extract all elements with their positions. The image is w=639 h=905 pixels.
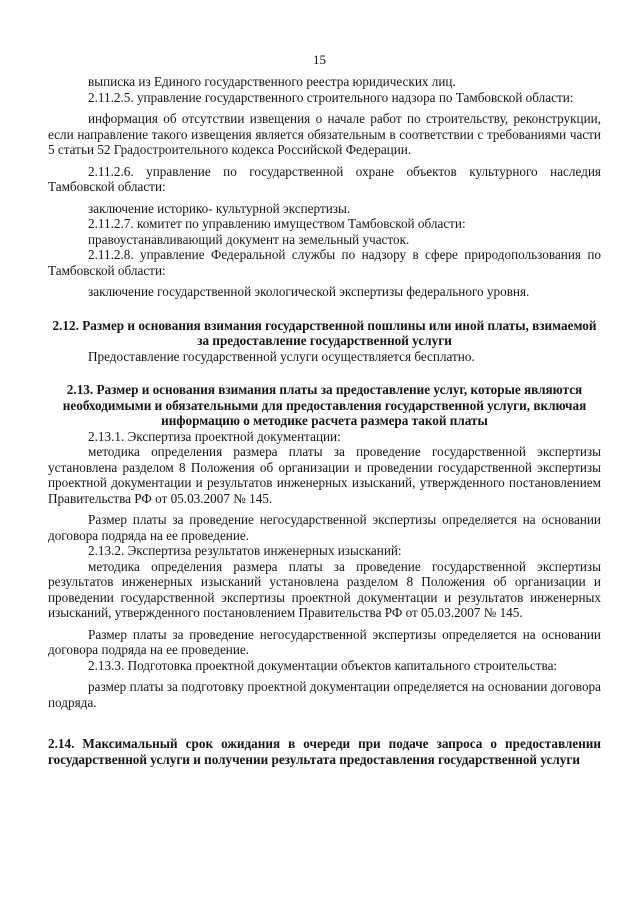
paragraph: 2.11.2.8. управление Федеральной службы по надзору в сфере природопользования по Тамбовской области: <box>48 247 601 278</box>
paragraph: заключение государственной экологической экспертизы федерального уровня. <box>88 284 530 299</box>
paragraph: методика определения размера платы за проведение государственной экспертизы установлена разделом 8 Положения об организации и проведении государственной экспертизы проектной документации и результатов инженерных изысканий, утвержденного постановлением Правительства РФ от 05.03.2007 № 145. <box>48 444 601 506</box>
section-heading: 2.13. Размер и основания взимания платы за предоставление услуг, которые являются необходимыми и обязательными для предоставления государственной услуги, включая информацию о методике расчета размера такой платы <box>62 382 587 428</box>
paragraph: Предоставление государственной услуги осуществляется бесплатно. <box>88 348 475 364</box>
spacer <box>48 710 601 736</box>
page-number: 15 <box>313 52 326 67</box>
paragraph: 2.11.2.7. комитет по управлению имуществом Тамбовской области: <box>88 216 466 231</box>
section-heading: 2.14. Максимальный срок ожидания в очереди при подаче запроса о предоставлении государственной услуги и получении результата предоставления государственной услуги <box>48 736 601 767</box>
paragraph: Размер платы за проведение негосударственной экспертизы определяется на основании договора подряда на ее проведение. <box>48 626 601 657</box>
section-heading: 2.12. Размер и основания взимания государственной пошлины или иной платы, взимаемой за предоставление государственной услуги <box>52 317 597 348</box>
spacer <box>48 300 601 318</box>
paragraph: 2.13.2. Экспертиза результатов инженерных изысканий: <box>88 543 402 558</box>
paragraph: заключение историко- культурной экспертизы. <box>88 200 351 216</box>
paragraph: правоустанавливающий документ на земельный участок. <box>88 231 410 247</box>
paragraph: информация об отсутствии извещения о начале работ по строительству, реконструкции, если направление такого извещения является обязательным в соответствии с требованиями части 5 статьи 52 Градостроительного кодекса Российской Федерации. <box>48 111 601 157</box>
paragraph: 2.11.2.5. управление государственного строительного надзора по Тамбовской области: <box>88 89 574 105</box>
paragraph: 2.13.3. Подготовка проектной документации объектов капитального строительства: <box>88 657 558 673</box>
paragraph: методика определения размера платы за проведение государственной экспертизы результатов инженерных изысканий установлена разделом 8 Положения об организации и проведении государственной экспертизы проектной документации и результатов инженерных изысканий, утвержденного постановлением Правительства РФ от 05.03.2007 № 145. <box>48 558 601 620</box>
paragraph: 2.11.2.6. управление по государственной охране объектов культурного наследия Тамбовской области: <box>48 163 601 194</box>
spacer <box>48 364 601 382</box>
paragraph: Размер платы за проведение негосударственной экспертизы определяется на основании договора подряда на ее проведение. <box>48 512 601 543</box>
paragraph: выписка из Единого государственного реестра юридических лиц. <box>88 74 456 89</box>
paragraph: 2.13.1. Экспертиза проектной документации: <box>88 428 341 444</box>
paragraph: размер платы за подготовку проектной документации определяется на основании договора подряда. <box>48 679 601 710</box>
document-body <box>48 74 601 767</box>
